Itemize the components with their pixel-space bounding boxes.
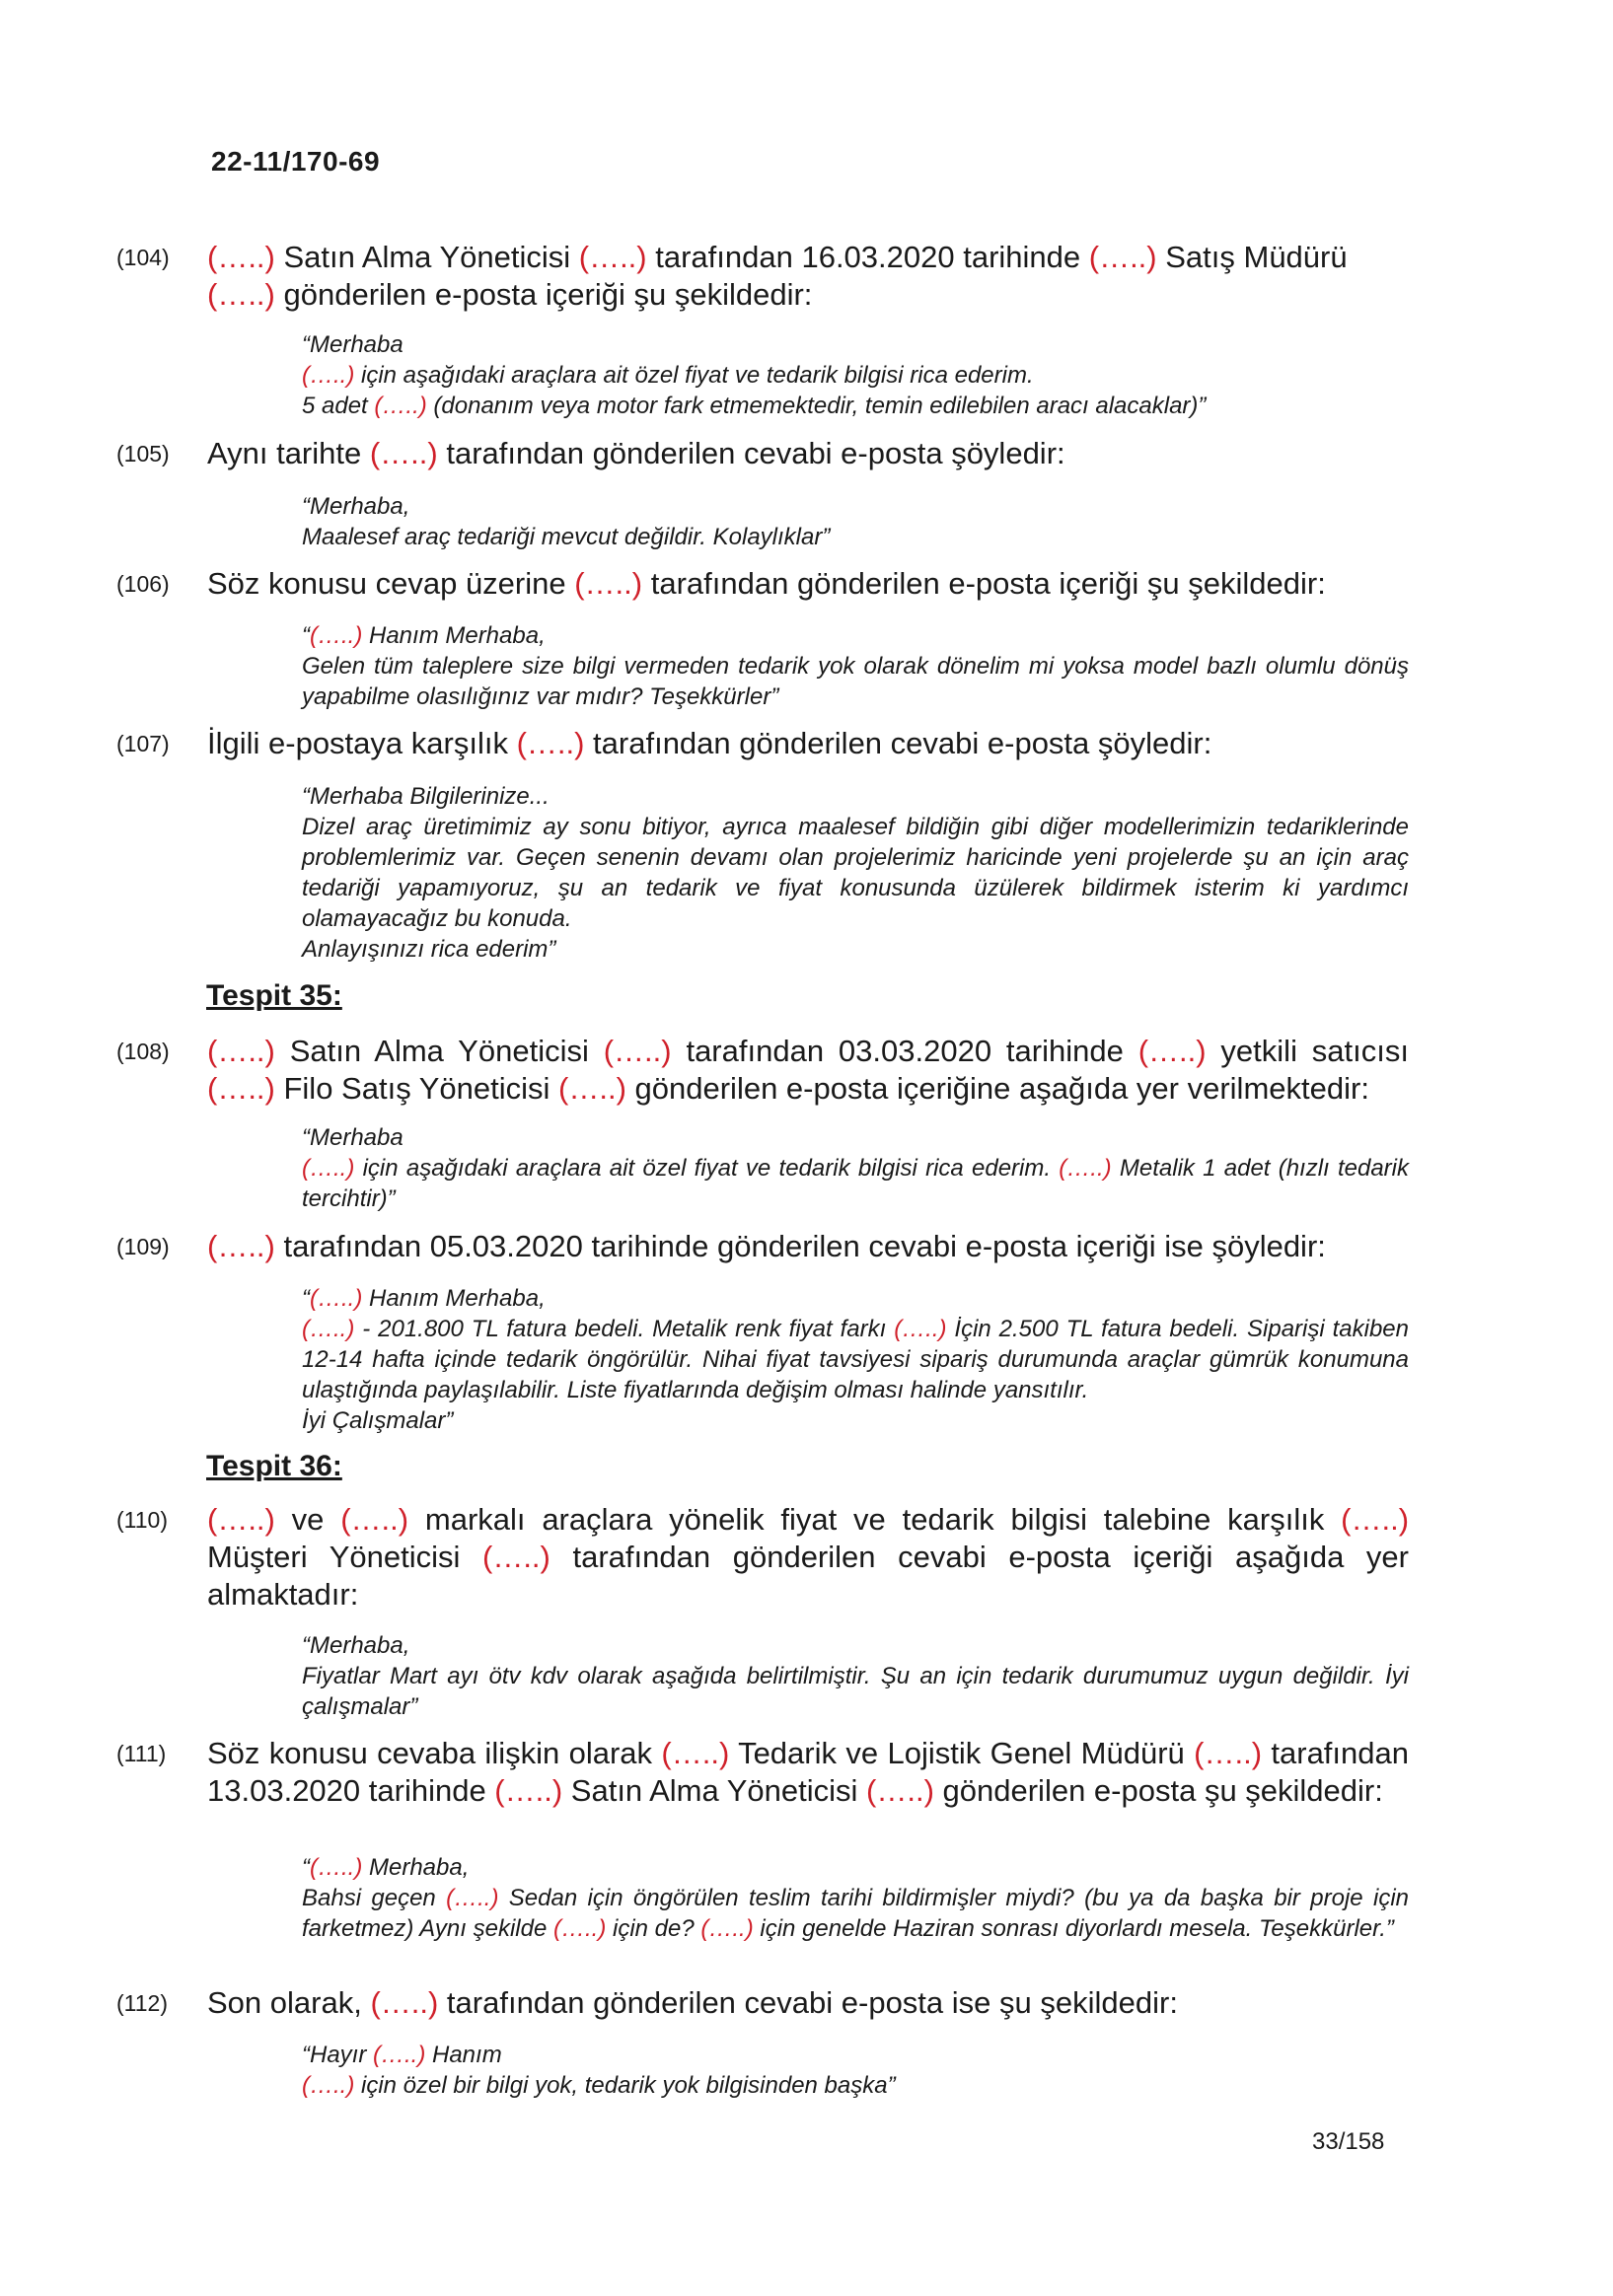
- text-segment: Aynı tarihte: [207, 436, 370, 470]
- redaction-mark: (…..): [340, 1502, 409, 1537]
- quote-segment: İçin 2.500 TL fatura bedeli. Siparişi takiben 12-14 hafta içinde tedarik öngörülür. Nihai fiyat tavsiyesi sipariş durumunda araçlar gümrük konumuna ulaştığında paylaşılabilir. Liste fiyatlarında değişim olması halinde yansıtılır.: [302, 1316, 1409, 1403]
- redaction-mark: (…..): [370, 1985, 439, 2020]
- quote-line: [302, 1314, 1409, 1405]
- redaction-mark: (…..): [207, 277, 275, 312]
- redaction-mark: (…..): [558, 1071, 626, 1106]
- redaction-mark: (…..): [494, 1773, 563, 1808]
- quote-segment: “: [302, 622, 310, 649]
- heading-tespit-35: Tespit 35:: [206, 979, 342, 1012]
- quote-segment: Dizel araç üretimimiz ay sonu bitiyor, ayrıca maalesef bildiğin gibi diğer modellerimizin tedariklerinde problemlerimiz var. Geçen senenin devamı olan projelerimiz haricinde yeni projelerde şu an için araç tedariği yapamıyoruz, şu an tedarik ve fiyat konusunda üzülerek bildirmek isterim ki yardımcı olamayacağız bu konuda.: [302, 814, 1409, 932]
- text-segment: Müşteri Yöneticisi: [207, 1540, 482, 1574]
- quote-segment: - 201.800 TL fatura bedeli. Metalik renk fiyat farkı: [354, 1316, 895, 1342]
- quote-segment: Gelen tüm taleplere size bilgi vermeden tedarik yok olarak dönelim mi yoksa model bazlı olumlu dönüş yapabilme olasılığınız var mıdır? Teşekkürler”: [302, 653, 1409, 710]
- quote-segment: Anlayışınızı rica ederim”: [302, 936, 556, 963]
- text-segment: Satın Alma Yöneticisi: [274, 240, 579, 274]
- text-segment: Söz konusu cevap üzerine: [207, 566, 575, 601]
- redaction-mark: (…..): [207, 1502, 275, 1537]
- paragraph-number: (107): [116, 731, 170, 756]
- redaction-mark: (…..): [1194, 1736, 1263, 1770]
- redaction-mark: (…..): [866, 1773, 934, 1808]
- quote-line: [302, 360, 1409, 391]
- text-segment: tarafından gönderilen e-posta içeriği şu şekildedir:: [642, 566, 1326, 601]
- quote-line: [302, 934, 1409, 965]
- redaction-mark: (…..): [1137, 1034, 1207, 1068]
- text-segment: tarafından gönderilen cevabi e-posta şöyledir:: [584, 726, 1212, 760]
- paragraph-112: [116, 1984, 1409, 2022]
- quote-segment: için aşağıdaki araçlara ait özel fiyat ve tedarik bilgisi rica ederim.: [354, 1155, 1060, 1182]
- paragraph-number: (111): [116, 1741, 167, 1766]
- quote-segment: (donanım veya motor fark etmemektedir, temin edilebilen aracı alacaklar)”: [426, 393, 1207, 419]
- quote-segment: “Merhaba,: [302, 1632, 410, 1659]
- email-quote-109: [302, 1283, 1409, 1436]
- quote-line: [302, 1630, 1409, 1661]
- paragraph-107: [116, 725, 1409, 762]
- quote-segment: için genelde Haziran sonrası diyorlardı mesela. Teşekkürler.”: [753, 1915, 1394, 1942]
- redaction-mark: (…..): [373, 2042, 426, 2068]
- redaction-mark: (…..): [207, 1229, 275, 1263]
- redaction-mark: (…..): [302, 2072, 355, 2099]
- text-segment: tarafından 05.03.2020 tarihinde gönderilen cevabi e-posta içeriği ise şöyledir:: [274, 1229, 1326, 1263]
- quote-line: [302, 1283, 1409, 1314]
- email-quote-105: [302, 491, 1409, 552]
- email-quote-112: [302, 2040, 1409, 2101]
- quote-line: [302, 491, 1409, 522]
- paragraph-text: [207, 1984, 1409, 2022]
- quote-segment: İyi Çalışmalar”: [302, 1407, 454, 1434]
- redaction-mark: (…..): [1088, 240, 1157, 274]
- quote-segment: Bahsi geçen: [302, 1885, 447, 1911]
- email-quote-104: [302, 329, 1409, 421]
- text-segment: ve: [274, 1502, 341, 1537]
- paragraph-text: [207, 1033, 1409, 1108]
- redaction-mark: (…..): [374, 393, 427, 419]
- text-segment: İlgili e-postaya karşılık: [207, 726, 517, 760]
- quote-segment: “Merhaba: [302, 1124, 403, 1151]
- quote-line: [302, 781, 1409, 812]
- redaction-mark: (…..): [603, 1034, 672, 1068]
- quote-line: [302, 1883, 1409, 1944]
- redaction-mark: (…..): [482, 1540, 550, 1574]
- redaction-mark: (…..): [661, 1736, 730, 1770]
- text-segment: Son olarak,: [207, 1985, 371, 2020]
- redaction-mark: (…..): [574, 566, 643, 601]
- redaction-mark: (…..): [207, 1034, 275, 1068]
- text-segment: Satın Alma Yöneticisi: [562, 1773, 867, 1808]
- paragraph-111: [116, 1735, 1409, 1810]
- paragraph-110: [116, 1501, 1409, 1614]
- paragraph-number: (106): [116, 571, 170, 597]
- text-segment: Filo Satış Yöneticisi: [274, 1071, 559, 1106]
- paragraph-text: [207, 725, 1409, 762]
- redaction-mark: (…..): [310, 1285, 363, 1312]
- quote-segment: için aşağıdaki araçlara ait özel fiyat ve tedarik bilgisi rica ederim.: [354, 362, 1034, 389]
- redaction-mark: (…..): [446, 1885, 499, 1911]
- quote-line: [302, 391, 1409, 421]
- paragraph-number: (109): [116, 1234, 170, 1259]
- redaction-mark: (…..): [700, 1915, 754, 1942]
- paragraph-text: [207, 1735, 1409, 1810]
- text-segment: gönderilen e-posta içeriği şu şekildedir:: [274, 277, 813, 312]
- paragraph-text: [207, 435, 1409, 472]
- text-segment: Satış Müdürü: [1156, 240, 1348, 274]
- paragraph-text: [207, 239, 1409, 314]
- paragraph-number: (112): [116, 1990, 168, 2016]
- quote-line: [302, 329, 1409, 360]
- quote-line: [302, 2040, 1409, 2070]
- quote-line: [302, 620, 1409, 651]
- text-segment: Tedarik ve Lojistik Genel Müdürü: [729, 1736, 1195, 1770]
- quote-segment: Fiyatlar Mart ayı ötv kdv olarak aşağıda belirtilmiştir. Şu an için tedarik durumumuz uygun değildir. İyi çalışmalar”: [302, 1663, 1409, 1720]
- quote-segment: Metalik 1 adet (hızlı tedarik tercihtir)”: [302, 1155, 1409, 1212]
- heading-tespit-36: Tespit 36:: [206, 1450, 342, 1482]
- quote-segment: “: [302, 1854, 310, 1881]
- text-segment: tarafından gönderilen cevabi e-posta içeriği aşağıda yer almaktadır:: [207, 1540, 1409, 1612]
- quote-segment: Sedan için öngörülen teslim tarihi bildirmişler miydi? (bu ya da başka bir proje için farketmez) Aynı şekilde: [302, 1885, 1409, 1942]
- quote-line: [302, 812, 1409, 934]
- redaction-mark: (…..): [1341, 1502, 1410, 1537]
- quote-line: [302, 651, 1409, 712]
- redaction-mark: (…..): [516, 726, 585, 760]
- quote-segment: Hanım Merhaba,: [362, 1285, 546, 1312]
- text-segment: Satın Alma Yöneticisi: [274, 1034, 604, 1068]
- email-quote-106: [302, 620, 1409, 712]
- redaction-mark: (…..): [369, 436, 438, 470]
- quote-segment: Hanım Merhaba,: [362, 622, 546, 649]
- text-segment: yetkili satıcısı: [1206, 1034, 1409, 1068]
- quote-segment: için özel bir bilgi yok, tedarik yok bilgisinden başka”: [354, 2072, 896, 2099]
- paragraph-text: [207, 1501, 1409, 1614]
- quote-segment: Hanım: [425, 2042, 502, 2068]
- quote-line: [302, 1405, 1409, 1436]
- redaction-mark: (…..): [310, 622, 363, 649]
- text-segment: gönderilen e-posta içeriğine aşağıda yer verilmektedir:: [625, 1071, 1369, 1106]
- quote-segment: “Hayır: [302, 2042, 373, 2068]
- email-quote-111: [302, 1852, 1409, 1944]
- redaction-mark: (…..): [302, 1155, 355, 1182]
- redaction-mark: (…..): [302, 362, 355, 389]
- redaction-mark: (…..): [302, 1316, 355, 1342]
- document-number: 22-11/170-69: [211, 146, 381, 177]
- redaction-mark: (…..): [894, 1316, 947, 1342]
- paragraph-106: [116, 565, 1409, 603]
- email-quote-108: [302, 1122, 1409, 1214]
- paragraph-text: [207, 1228, 1409, 1265]
- redaction-mark: (…..): [207, 240, 275, 274]
- email-quote-107: [302, 781, 1409, 965]
- paragraph-108: [116, 1033, 1409, 1108]
- quote-line: [302, 1122, 1409, 1153]
- quote-segment: için de?: [606, 1915, 701, 1942]
- quote-segment: “Merhaba: [302, 331, 403, 358]
- quote-segment: “Merhaba,: [302, 493, 410, 520]
- quote-segment: 5 adet: [302, 393, 375, 419]
- text-segment: tarafından gönderilen cevabi e-posta ise şu şekildedir:: [438, 1985, 1178, 2020]
- text-segment: tarafından 16.03.2020 tarihinde: [646, 240, 1089, 274]
- text-segment: Söz konusu cevaba ilişkin olarak: [207, 1736, 662, 1770]
- quote-line: [302, 522, 1409, 552]
- text-segment: gönderilen e-posta şu şekildedir:: [933, 1773, 1383, 1808]
- text-segment: tarafından 13.03.2020 tarihinde: [207, 1736, 1409, 1808]
- paragraph-105: [116, 435, 1409, 472]
- quote-segment: “Merhaba Bilgilerinize...: [302, 783, 550, 810]
- quote-line: [302, 1852, 1409, 1883]
- quote-segment: Maalesef araç tedariği mevcut değildir. Kolaylıklar”: [302, 524, 831, 550]
- quote-segment: Merhaba,: [362, 1854, 470, 1881]
- paragraph-109: [116, 1228, 1409, 1265]
- redaction-mark: (…..): [578, 240, 647, 274]
- redaction-mark: (…..): [310, 1854, 363, 1881]
- paragraph-number: (110): [116, 1507, 168, 1533]
- quote-segment: “: [302, 1285, 310, 1312]
- text-segment: tarafından 03.03.2020 tarihinde: [671, 1034, 1138, 1068]
- paragraph-number: (104): [116, 245, 170, 270]
- text-segment: tarafından gönderilen cevabi e-posta şöyledir:: [437, 436, 1065, 470]
- redaction-mark: (…..): [553, 1915, 607, 1942]
- redaction-mark: (…..): [1059, 1155, 1112, 1182]
- redaction-mark: (…..): [207, 1071, 275, 1106]
- paragraph-number: (108): [116, 1039, 170, 1064]
- paragraph-104: [116, 239, 1409, 314]
- text-segment: markalı araçlara yönelik fiyat ve tedarik bilgisi talebine karşılık: [408, 1502, 1342, 1537]
- quote-line: [302, 1153, 1409, 1214]
- page-number: 33/158: [1312, 2128, 1385, 2155]
- quote-line: [302, 1661, 1409, 1722]
- paragraph-text: [207, 565, 1409, 603]
- quote-line: [302, 2070, 1409, 2101]
- email-quote-110: [302, 1630, 1409, 1722]
- paragraph-number: (105): [116, 441, 170, 466]
